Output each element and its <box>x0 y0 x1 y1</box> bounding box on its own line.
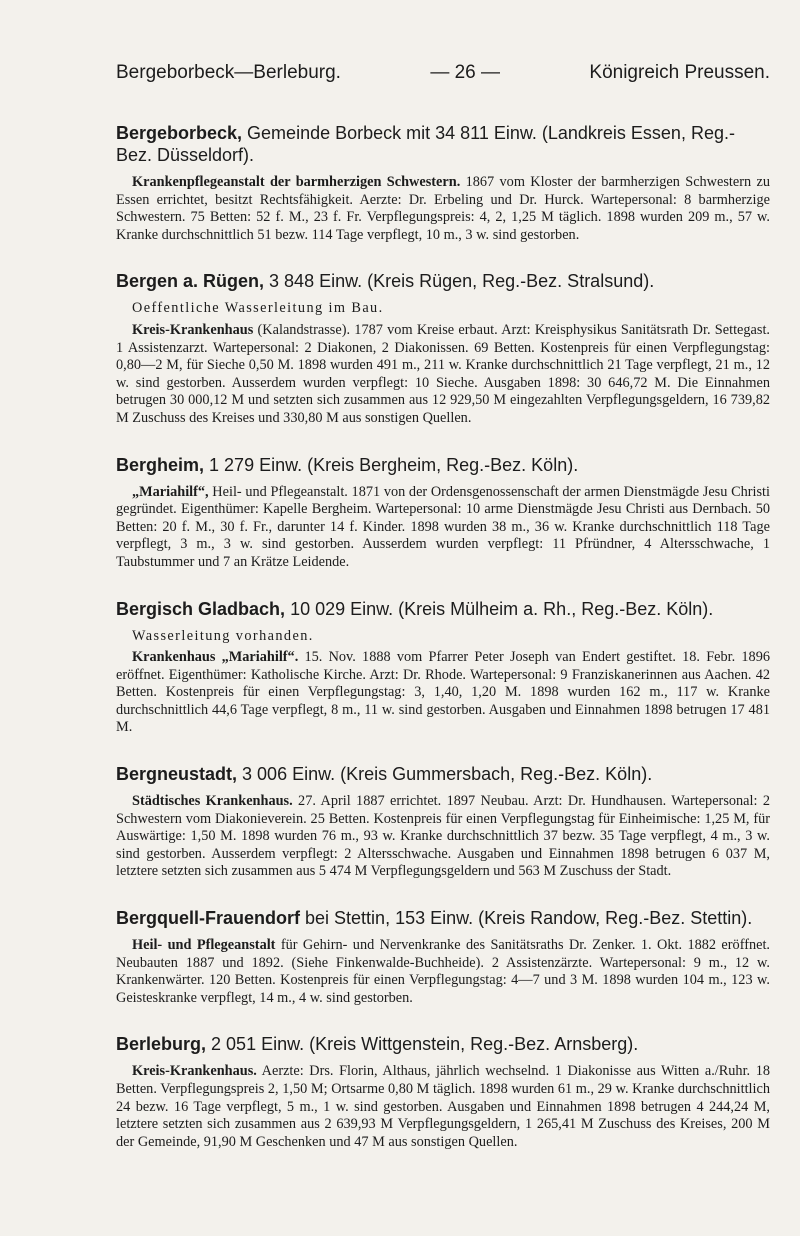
institution-text: 15. Nov. 1888 vom Pfarrer Peter Joseph van Endert gestiftet. 18. Febr. 1896 eröffnet. Eigenthümer: Katholische Kirche. Arzt: Dr. Rhode. Wartepersonal: 9 Franziskanerinnen aus Aachen. 42 Betten. Kostenpreis für einen Verpflegungstag: 3, 1,40, 1,20 M. 1898 wurden 162 m., 117 w. Kranke durchschnittlich 44,6 Tage verpflegt, 8 m., 11 w. sind gestorben. Ausgaben und Einnahmen 1898 betrugen 17 481 M. <box>116 649 770 736</box>
institution-text: Heil- und Pflegeanstalt. 1871 von der Ordensgenossenschaft der armen Dienstmägde Jesu Christi gegründet. Eigenthümer: Kapelle Bergheim. Wartepersonal: 10 arme Dienstmägde Jesu Christi aus Dernbach. 50 Betten: 20 f. M., 30 f. Fr., darunter 14 f. Kinder. 1898 wurden 38 m., 36 w. Kranke durchschnittlich 118 Tage verpflegt, 3 m., 3 w. sind gestorben. Ausserdem wurden verpflegt: 11 Pfründner, 4 Altersschwache, 1 Taubstummer und 7 an Krätze Leidende. <box>116 483 770 570</box>
institution-paragraph <box>116 1063 770 1151</box>
entry-heading <box>116 270 770 292</box>
entry-heading <box>116 907 770 929</box>
entry-bergeborbeck <box>116 122 770 244</box>
institution-name: Städtisches Krankenhaus. <box>132 793 293 810</box>
institution-name: Krankenpflegeanstalt der barmherzigen Schwestern. <box>132 174 461 190</box>
place-info: 3 848 Einw. (Kreis Rügen, Reg.-Bez. Stralsund). <box>264 271 655 292</box>
institution-name: Krankenhaus „Mariahilf“. <box>132 649 299 666</box>
note-text: Oeffentliche Wasserleitung im Bau. <box>132 300 384 317</box>
entry-bergen <box>116 270 770 427</box>
institution-name: Heil- und Pflegeanstalt <box>132 937 276 954</box>
entry-heading <box>116 598 770 620</box>
note-paragraph <box>116 300 770 318</box>
running-head <box>116 62 770 86</box>
institution-paragraph <box>116 793 770 881</box>
place-name: Bergheim, <box>116 454 205 475</box>
page-number: — 26 — <box>430 62 501 83</box>
entry-bergneustadt <box>116 763 770 881</box>
institution-name: Kreis-Krankenhaus. <box>132 1063 257 1080</box>
institution-text: (Kalandstrasse). 1787 vom Kreise erbaut. Arzt: Kreisphysikus Sanitätsrath Dr. Settegast. 1 Assistenzarzt. Wartepersonal: 2 Diakonen, 2 Diakonissen. 69 Betten. Kostenpreis für einen Verpflegungstag: 0,80—2 M, für Sieche 0,50 M. 1898 wurden 491 m., 211 w. Kranke durchschnittlich 21 Tage verpflegt, 21 m., 12 w. sind gestorben. Ausserdem wurden verpflegt: 10 Sieche. Ausgaben 1898: 30 646,72 M. Die Einnahmen betrugen 30 000,12 M und setzten sich zusammen aus 12 929,50 M eingezahlten Verpflegungsgeldern, 16 739,82 M Zuschuss des Kreises und 330,80 M aus sonstigen Quellen. <box>116 321 770 426</box>
running-head-right: Königreich Preussen. <box>589 62 770 83</box>
place-info: 3 006 Einw. (Kreis Gummersbach, Reg.-Bez. Köln). <box>237 764 653 785</box>
note-text: Wasserleitung vorhanden. <box>132 627 314 644</box>
institution-text: Aerzte: Drs. Florin, Althaus, jährlich wechselnd. 1 Diakonisse aus Witten a./Ruhr. 18 Betten. Verpflegungspreis 2, 1,50 M; Ortsarme 0,80 M täglich. 1898 wurden 61 m., 29 w. Kranke durchschnittlich 24 bezw. 16 Tage verpflegt, 5 m., 1 w. sind gestorben. Ausgaben und Einnahmen 1898 betrugen 4 244,24 M, letztere setzten sich zusammen aus 2 639,93 M Verpflegungsgeldern, 1 265,41 M Zuschuss des Kreises, 200 M der Gemeinde, 91,90 M Geschenken und 47 M aus sonstigen Quellen. <box>116 1063 770 1150</box>
institution-text: für Gehirn- und Nervenkranke des Sanitätsraths Dr. Zenker. 1. Okt. 1882 eröffnet. Neubauten 1887 und 1892. (Siehe Finkenwalde-Buchheide). 2 Assistenzärzte. Wartepersonal: 9 m., 12 w. Krankenwärter. 120 Betten. Kostenpreis für einen Verpflegungstag: 4—7 und 3 M. 1898 wurden 104 m., 123 w. Geisteskranke verpflegt, 14 m., 4 w. sind gestorben. <box>116 937 770 1006</box>
entries <box>116 122 770 1177</box>
note-paragraph <box>116 628 770 646</box>
institution-paragraph <box>116 174 770 244</box>
place-info: 10 029 Einw. (Kreis Mülheim a. Rh., Reg.-Bez. Köln). <box>285 598 714 619</box>
institution-paragraph <box>116 649 770 737</box>
running-head-left: Bergeborbeck—Berleburg. <box>116 62 341 83</box>
place-name: Bergeborbeck, <box>116 123 243 143</box>
institution-name: Kreis-Krankenhaus <box>132 321 254 338</box>
entry-berleburg <box>116 1033 770 1151</box>
place-name: Berleburg, <box>116 1034 207 1055</box>
place-name: Bergen a. Rügen, <box>116 271 265 292</box>
entry-heading <box>116 763 770 785</box>
place-name: Bergquell-Frauendorf <box>116 908 301 929</box>
institution-paragraph <box>116 484 770 572</box>
institution-text: 1867 vom Kloster der barmherzigen Schwestern zu Essen errichtet, besitzt Rechtsfähigkeit. Aerzte: Dr. Erbeling und Dr. Hurck. Wartepersonal: 8 barmherzige Schwestern. 75 Betten: 52 f. M., 23 f. Fr. Verpflegungspreis: 4, 2, 1,25 M täglich. 1898 wurden 209 m., 57 w. Kranke durchschnittlich 51 bezw. 114 Tage verpflegt, 10 m., 3 w. sind gestorben. <box>116 174 770 243</box>
place-info: bei Stettin, 153 Einw. (Kreis Randow, Reg.-Bez. Stettin). <box>300 908 753 929</box>
entry-heading <box>116 454 770 476</box>
entry-bergheim <box>116 454 770 572</box>
institution-name: „Mariahilf“, <box>132 483 209 500</box>
place-info: 2 051 Einw. (Kreis Wittgenstein, Reg.-Bez. Arnsberg). <box>206 1034 639 1055</box>
place-name: Bergisch Gladbach, <box>116 598 286 619</box>
institution-paragraph <box>116 322 770 428</box>
institution-text: 27. April 1887 errichtet. 1897 Neubau. Arzt: Dr. Hundhausen. Wartepersonal: 2 Schwestern vom Diakonieverein. 25 Betten. Kostenpreis für einen Verpflegungstag für Einheimische: 1,25 M, für Auswärtige: 1,50 M. 1898 wurden 76 m., 93 w. Kranke durchschnittlich 37 bezw. 35 Tage verpflegt, 4 m., 3 w. sind gestorben. Ausserdem verpflegt: 2 Altersschwache. Ausgaben und Einnahmen 1898 betrugen 6 037 M, letztere setzten sich zusammen aus 5 474 M Verpflegungsgeldern und 563 M Zuschuss der Stadt. <box>116 793 770 880</box>
entry-heading <box>116 122 770 166</box>
place-info: Gemeinde Borbeck mit 34 811 Einw. (Landkreis Essen, Reg.-Bez. Düsseldorf). <box>116 123 735 165</box>
place-name: Bergneustadt, <box>116 764 238 785</box>
institution-paragraph <box>116 937 770 1007</box>
entry-bergquell-frauendorf <box>116 907 770 1007</box>
place-info: 1 279 Einw. (Kreis Bergheim, Reg.-Bez. Köln). <box>204 454 579 475</box>
entry-heading <box>116 1033 770 1055</box>
entry-bergisch-gladbach <box>116 598 770 738</box>
